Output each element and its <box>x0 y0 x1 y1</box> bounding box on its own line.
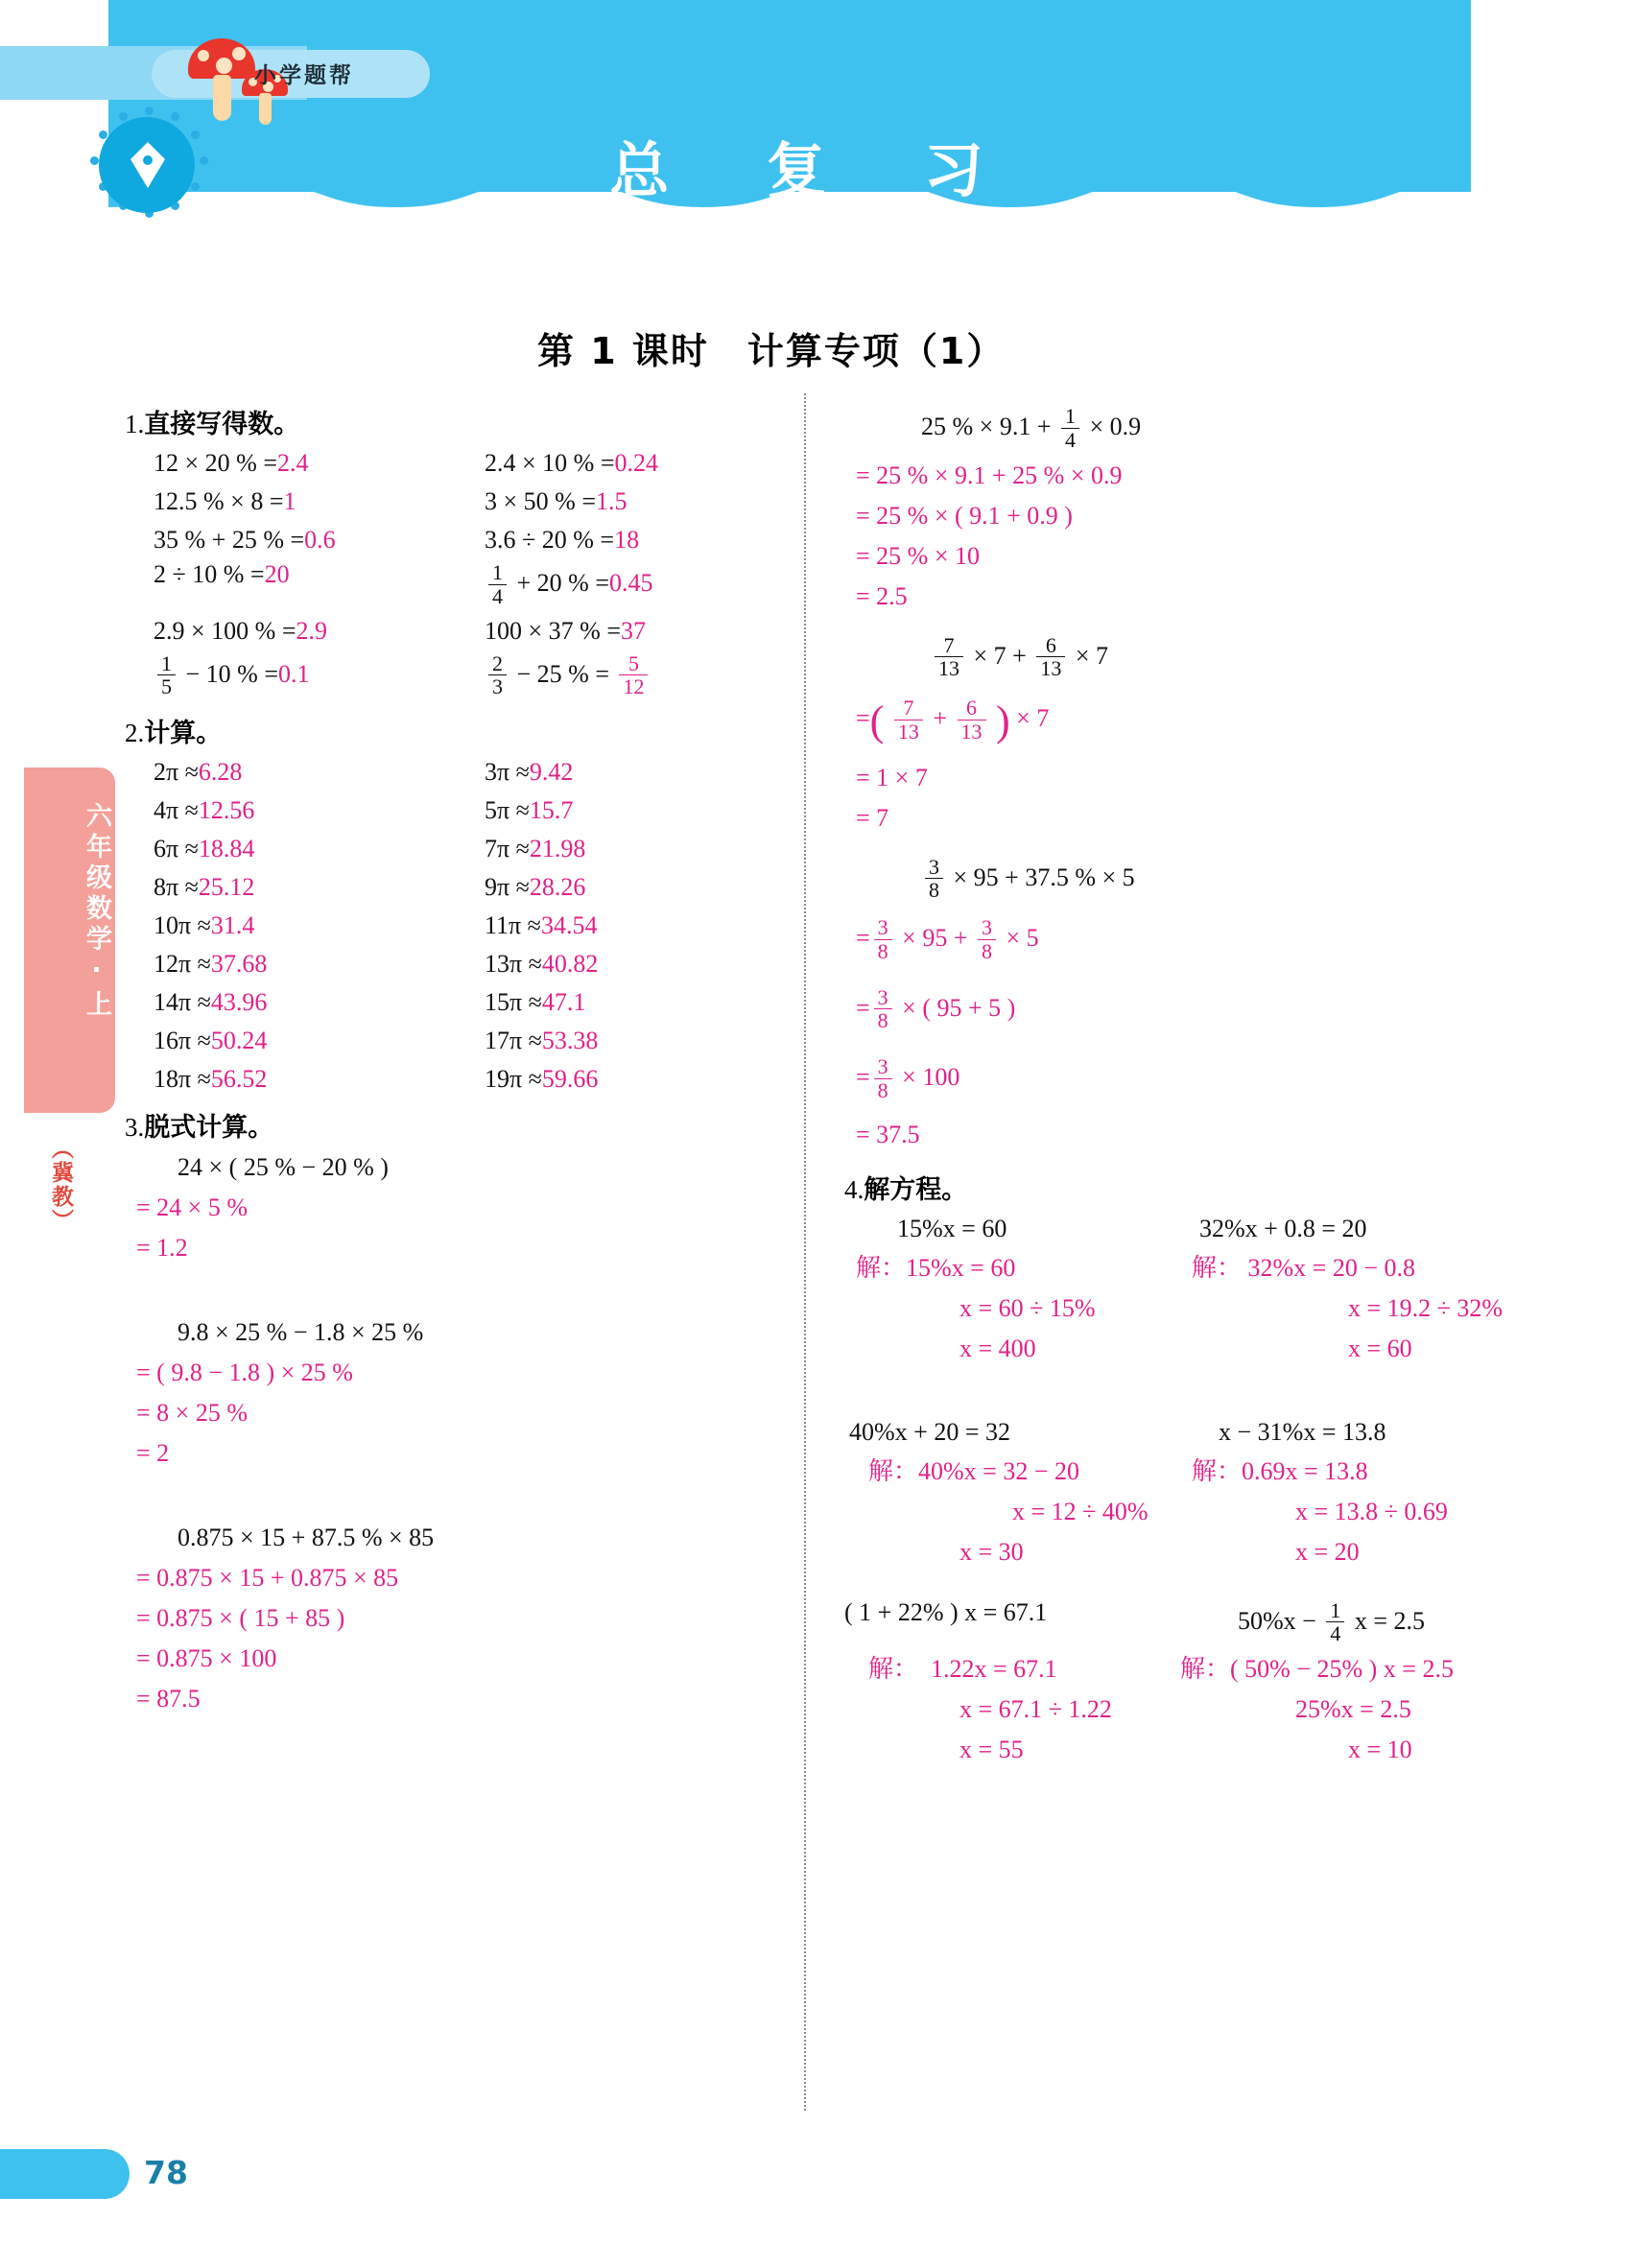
section-1-heading <box>125 403 787 440</box>
s2-row <box>125 830 787 868</box>
s3-p3-step-1: = 0.875 × ( 15 + 85 ) <box>136 1604 345 1632</box>
fraction: $\frac{3}{8}$ <box>925 856 943 903</box>
s3-p2-step-0: = ( 9.8 − 1.8 ) × 25 % <box>136 1358 353 1386</box>
answer-text: 20 <box>264 560 290 588</box>
s3-p2-problem: 9.8 × 25 % − 1.8 × 25 % <box>178 1318 424 1346</box>
question-text: × 7 + <box>973 641 1027 670</box>
s2-item-right <box>456 830 787 868</box>
s2-row <box>125 907 787 945</box>
s2-item-left <box>125 1022 456 1060</box>
question-text: 14π ≈ <box>154 988 211 1016</box>
s4-p1-right-problem: x − 31%x = 13.8 <box>1219 1417 1386 1446</box>
s4-pair-1-problems <box>844 1413 1516 1452</box>
question-text: 3π ≈ <box>485 758 530 786</box>
answer-text: 0.1 <box>277 659 310 688</box>
s4-pair-0-problems <box>844 1210 1516 1248</box>
fraction: $\frac{3}{8}$ <box>978 916 996 963</box>
rp1-problem <box>844 403 1516 456</box>
s2-item-left <box>125 868 456 907</box>
s2-item-left <box>125 753 456 791</box>
question-text: 10π ≈ <box>154 911 211 939</box>
answer-text: 0.24 <box>614 449 658 477</box>
s2-row <box>125 945 787 983</box>
s2-item-right <box>456 868 787 907</box>
s2-row <box>125 983 787 1022</box>
page-number-bar <box>0 2149 130 2199</box>
s4-p1-right-solve: 解：0.69x = 13.8 <box>1192 1456 1368 1485</box>
answer-text: 37.68 <box>210 950 268 978</box>
s3-p1-problem: 24 × ( 25 % − 20 % ) <box>178 1153 389 1181</box>
fraction: $\frac{6}{13}$ <box>958 697 986 744</box>
s3-p2-step-1: = 8 × 25 % <box>136 1399 248 1427</box>
question-text: 9π ≈ <box>485 873 530 901</box>
s4-p0-left-solve: 解：15%x = 60 <box>856 1253 1016 1282</box>
question-text: 16π ≈ <box>154 1027 211 1054</box>
s4-p0-left-line-2: x = 400 <box>959 1334 1036 1362</box>
s4-p1-left-problem: 40%x + 20 = 32 <box>849 1417 1010 1446</box>
fraction: $\frac{2}{3}$ <box>488 652 507 699</box>
answer-text: 9.42 <box>529 758 574 786</box>
s1-item-left <box>125 483 456 521</box>
s4-p0-right-problem: 32%x + 0.8 = 20 <box>1199 1214 1367 1242</box>
rp3-problem <box>844 854 1516 907</box>
answer-text: 43.96 <box>210 988 268 1016</box>
s4-p2-right-line-2: x = 10 <box>1348 1736 1412 1763</box>
s1-item-right <box>456 612 787 650</box>
question-text: × 7 <box>1075 641 1108 670</box>
fraction-answer: $\frac{5}{12}$ <box>619 652 648 699</box>
s3-p1-step-1: = 1.2 <box>136 1234 188 1262</box>
question-text: 7π ≈ <box>485 835 530 862</box>
fraction: $\frac{7}{13}$ <box>935 634 963 681</box>
answer-text: 2.9 <box>296 616 327 645</box>
question-text: 13π ≈ <box>485 950 542 978</box>
section-3-title: 脱式计算。 <box>144 1113 274 1143</box>
page-number: 78 <box>144 2154 188 2191</box>
question-text: 3 × 50 % = <box>485 487 596 515</box>
rp1-step-3: = 2.5 <box>856 581 908 610</box>
section-2-title: 计算。 <box>144 719 223 748</box>
s1-item-right <box>456 483 787 521</box>
s4-p1-left-line-2: x = 30 <box>959 1537 1024 1566</box>
rp2-step-1: = 1 × 7 <box>856 763 928 791</box>
answer-text: 18.84 <box>198 835 255 862</box>
s2-item-right <box>456 1060 787 1099</box>
s4-p1-left-line-1: x = 12 ÷ 40% <box>1012 1497 1149 1525</box>
s3-p3-problem: 0.875 × 15 + 87.5 % × 85 <box>178 1524 435 1551</box>
question-text: 12 × 20 % = <box>154 449 277 477</box>
s1-item-right <box>456 521 787 559</box>
question-text: 2π ≈ <box>154 758 199 786</box>
rp3-step-0: = $\frac{3}{8}$ × 95 + $\frac{3}{8}$ × 5 <box>856 915 1039 963</box>
question-text: 2.9 × 100 % = <box>154 616 296 645</box>
answer-text: 21.98 <box>529 835 586 862</box>
s2-item-left <box>125 1060 456 1099</box>
s4-p0-right-line-2: x = 60 <box>1348 1334 1412 1362</box>
rp1-step-0: = 25 % × 9.1 + 25 % × 0.9 <box>856 461 1123 489</box>
question-text: 5π ≈ <box>485 796 530 824</box>
question-text: 35 % + 25 % = <box>154 526 305 554</box>
section-4-heading <box>844 1169 1516 1206</box>
rp3-step-1: = $\frac{3}{8}$ × ( 95 + 5 ) <box>856 984 1016 1033</box>
lesson-title: 第 1 课时 计算专项（1） <box>537 330 1006 372</box>
question-text: 8π ≈ <box>154 873 199 901</box>
question-text: 15π ≈ <box>485 988 542 1016</box>
s3-p3-step-3: = 87.5 <box>136 1685 201 1713</box>
fraction: $\frac{1}{4}$ <box>488 561 507 608</box>
s4-p2-right-solve: 解：( 50% − 25% ) x = 2.5 <box>1180 1655 1454 1683</box>
answer-text: 47.1 <box>541 988 586 1016</box>
question-text: + 20 % = <box>516 569 609 598</box>
rp1-step-2: = 25 % × 10 <box>856 541 980 570</box>
s4-p0-right-solve: 解： 32%x = 20 − 0.8 <box>1192 1253 1415 1282</box>
answer-text: 28.26 <box>529 873 586 901</box>
s3-p3-step-2: = 0.875 × 100 <box>136 1644 277 1672</box>
question-text: 6π ≈ <box>154 835 199 862</box>
section-2-index: 2. <box>125 719 145 747</box>
rp2-problem <box>844 632 1516 685</box>
section-3-index: 3. <box>125 1113 145 1142</box>
question-text: 2.4 × 10 % = <box>485 449 615 477</box>
rp3-step-3: = 37.5 <box>856 1120 920 1148</box>
s4-p1-right-line-2: x = 20 <box>1295 1537 1360 1566</box>
section-1-index: 1. <box>125 410 145 438</box>
question-text: 3.6 ÷ 20 % = <box>485 526 615 554</box>
answer-text: 40.82 <box>541 950 599 978</box>
question-text: 12π ≈ <box>154 950 211 978</box>
s2-item-left <box>125 983 456 1022</box>
answer-text: 31.4 <box>210 911 255 939</box>
answer-text: 37 <box>620 616 646 645</box>
s3-p1-step-0: = 24 × 5 % <box>136 1193 248 1221</box>
s4-p0-left-line-1: x = 60 ÷ 15% <box>959 1293 1096 1322</box>
section-4-title: 解方程。 <box>864 1174 968 1205</box>
fraction: $\frac{6}{13}$ <box>1036 634 1065 681</box>
s2-item-right <box>456 907 787 945</box>
s1-item-left <box>125 559 456 590</box>
section-4-index: 4. <box>844 1174 864 1204</box>
question-text: 18π ≈ <box>154 1065 211 1093</box>
s4-pair-1-solutions <box>844 1452 1516 1572</box>
s2-row <box>125 753 787 791</box>
s4-p2-right-line-1: 25%x = 2.5 <box>1295 1695 1411 1723</box>
rp2-step-2: = 7 <box>856 803 889 832</box>
step-text: × ( 95 + 5 ) <box>902 993 1016 1022</box>
question-text: 17π ≈ <box>485 1027 542 1054</box>
question-text: 25 % × 9.1 + <box>921 413 1052 441</box>
fraction: $\frac{3}{8}$ <box>874 986 892 1033</box>
s4-pair-2-problems <box>844 1597 1516 1650</box>
s2-item-right <box>456 791 787 830</box>
s1-row-1 <box>125 483 787 521</box>
rp2-step-0: =( $\frac{7}{13}$ + $\frac{6}{13}$ ) × 7 <box>856 696 1050 745</box>
s2-item-right <box>456 753 787 791</box>
step-text: × 5 <box>1006 924 1039 953</box>
step-text: × 7 <box>1016 704 1050 733</box>
left-column <box>125 403 787 1719</box>
answer-text: 1.5 <box>595 487 628 515</box>
rp3-step-2: = $\frac{3}{8}$ × 100 <box>856 1054 960 1102</box>
section-1-title: 直接写得数。 <box>144 410 300 439</box>
s1-row-0 <box>125 444 787 483</box>
s2-row <box>125 1022 787 1060</box>
page-title: 总 复 习 <box>609 135 1022 205</box>
question-text: 19π ≈ <box>485 1065 542 1093</box>
s1-item-right <box>456 559 787 612</box>
answer-text: 18 <box>614 526 640 554</box>
s4-p2-left-line-1: x = 67.1 ÷ 1.22 <box>959 1695 1112 1723</box>
s3-p2-step-2: = 2 <box>136 1439 170 1467</box>
answer-text: 50.24 <box>210 1027 268 1054</box>
s4-p1-left-solve: 解：40%x = 32 − 20 <box>868 1456 1079 1485</box>
answer-text: 0.45 <box>608 569 653 598</box>
question-text: × 0.9 <box>1089 413 1142 441</box>
question-text: 2 ÷ 10 % = <box>154 560 265 588</box>
s2-rows <box>125 753 787 1099</box>
s2-item-right <box>456 1022 787 1060</box>
s4-pair-0-solutions <box>844 1248 1516 1369</box>
fraction: $\frac{3}{8}$ <box>874 1055 892 1102</box>
section-3-heading <box>125 1106 787 1144</box>
s1-row-4 <box>125 612 787 650</box>
answer-text: 56.52 <box>210 1065 268 1093</box>
grade-subject-tab <box>24 768 115 1113</box>
grade-subject-label: 六年级数学·上 <box>82 802 111 1021</box>
answer-text: 6.28 <box>198 758 243 786</box>
s1-item-right <box>456 650 787 703</box>
s1-row-2 <box>125 521 787 559</box>
fraction: $\frac{7}{13}$ <box>894 697 923 744</box>
s1-row-3 <box>125 559 787 612</box>
s2-item-left <box>125 907 456 945</box>
answer-text: 2.4 <box>276 449 309 477</box>
answer-text: 53.38 <box>541 1027 599 1054</box>
answer-text: 0.6 <box>304 526 336 554</box>
pen-nib-icon <box>128 140 168 190</box>
fraction: $\frac{1}{5}$ <box>157 652 176 699</box>
s4-p2-left-solve: 解： 1.22x = 67.1 <box>868 1655 1057 1683</box>
right-column <box>844 403 1516 1770</box>
fraction: $\frac{3}{8}$ <box>874 916 892 963</box>
s1-item-left <box>125 650 456 703</box>
answer-text: 25.12 <box>198 873 255 901</box>
s4-pair-2-solutions <box>844 1649 1516 1770</box>
s3-p3-step-0: = 0.875 × 15 + 0.875 × 85 <box>136 1564 399 1592</box>
s4-p2-left-line-2: x = 55 <box>959 1736 1024 1763</box>
section-2-heading <box>125 712 787 749</box>
s4-p2-right-problem: 50%x − $\frac{1}{4}$ x = 2.5 <box>1238 1597 1425 1646</box>
s4-p0-left-problem: 15%x = 60 <box>897 1214 1007 1242</box>
answer-text: 34.54 <box>540 911 598 939</box>
s2-item-left <box>125 945 456 983</box>
answer-text: 59.66 <box>541 1065 599 1093</box>
question-text: 11π ≈ <box>485 911 541 939</box>
question-text: 4π ≈ <box>154 796 199 824</box>
edition-label: （冀教） <box>48 1137 73 1233</box>
step-text: × 95 + <box>902 924 968 953</box>
answer-text: 15.7 <box>529 796 574 824</box>
question-text: 100 × 37 % = <box>485 616 621 645</box>
s2-item-right <box>456 983 787 1022</box>
s2-item-left <box>125 830 456 868</box>
answer-text: 12.56 <box>198 796 255 824</box>
column-divider <box>804 393 806 2111</box>
answer-text: 1 <box>283 487 296 515</box>
s1-item-left <box>125 612 456 650</box>
step-text: × 100 <box>902 1063 960 1092</box>
s2-row <box>125 791 787 830</box>
rp1-step-1: = 25 % × ( 9.1 + 0.9 ) <box>856 501 1073 530</box>
s1-item-left <box>125 444 456 483</box>
s1-row-5 <box>125 650 787 703</box>
s2-row <box>125 868 787 907</box>
s2-row <box>125 1060 787 1099</box>
brand-name: 小学题帮 <box>254 63 354 88</box>
s1-item-left <box>125 521 456 559</box>
s1-item-right <box>456 444 787 483</box>
question-text: 12.5 % × 8 = <box>154 487 284 515</box>
question-text: × 95 + 37.5 % × 5 <box>953 862 1135 891</box>
s2-item-left <box>125 791 456 830</box>
fraction: $\frac{1}{4}$ <box>1061 405 1079 452</box>
question-text: − 25 % = <box>516 659 609 688</box>
s4-p1-right-line-1: x = 13.8 ÷ 0.69 <box>1295 1497 1448 1525</box>
s4-p2-left-problem: ( 1 + 22% ) x = 67.1 <box>844 1597 1048 1626</box>
s4-p0-right-line-1: x = 19.2 ÷ 32% <box>1348 1293 1504 1322</box>
fraction: $\frac{1}{4}$ <box>1326 1599 1344 1646</box>
question-text: − 10 % = <box>185 659 278 688</box>
s2-item-right <box>456 945 787 983</box>
